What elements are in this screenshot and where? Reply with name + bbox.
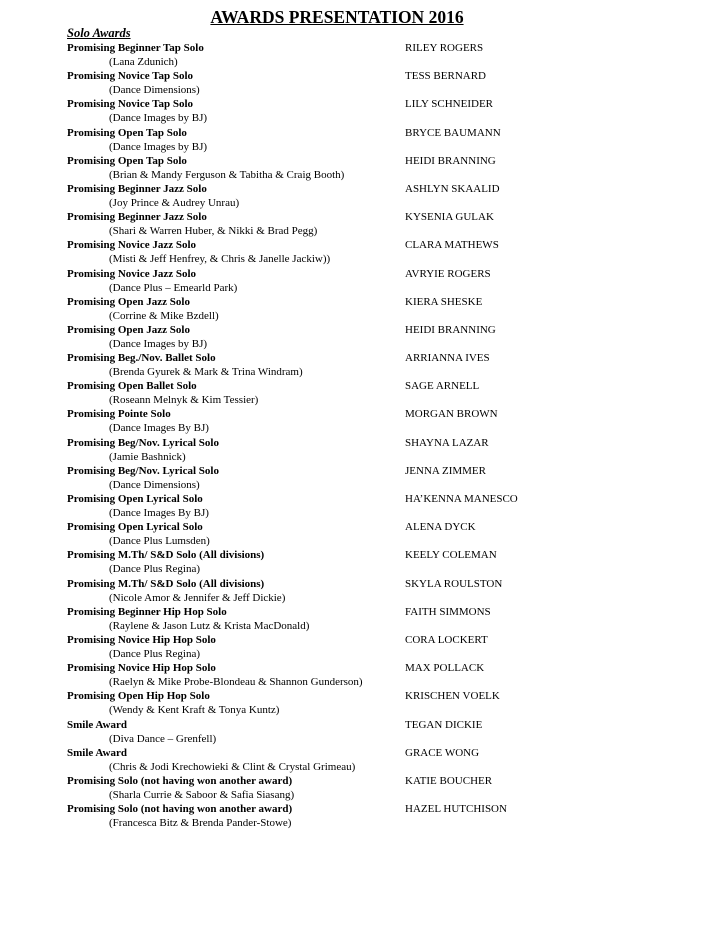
award-recipient: GRACE WONG (405, 746, 480, 759)
award-sponsor: (Joy Prince & Audrey Unrau) (109, 196, 240, 209)
award-name: Smile Award (67, 718, 127, 731)
award-entry (0, 41, 720, 69)
award-sponsor: (Lana Zdunich) (109, 56, 178, 68)
award-entry (0, 182, 720, 210)
award-entry (0, 577, 720, 605)
award-sponsor: (Raelyn & Mike Probe-Blondeau & Shannon Gunderson) (109, 676, 363, 689)
award-entry (0, 520, 720, 548)
award-sponsor: (Dance Plus – Emearld Park) (109, 281, 238, 294)
award-entry (0, 238, 720, 266)
award-recipient: BRYCE BAUMANN (405, 126, 501, 139)
award-sponsor: (Chris & Jodi Krechowieki & Clint & Crystal Grimeau) (109, 760, 356, 773)
award-name: Promising Novice Tap Solo (67, 98, 194, 111)
award-sponsor: (Corrine & Mike Bzdell) (109, 309, 219, 322)
award-sponsor: (Shari & Warren Huber, & Nikki & Brad Pegg) (109, 225, 318, 238)
award-sponsor: (Francesca Bitz & Brenda Pander-Stowe) (109, 817, 292, 830)
award-name: Promising Open Jazz Solo (67, 323, 190, 336)
award-sponsor: (Raylene & Jason Lutz & Krista MacDonald) (109, 619, 310, 632)
award-name: Smile Award (67, 746, 127, 759)
award-entry (0, 69, 720, 97)
award-recipient: ALENA DYCK (405, 521, 476, 534)
award-name: Promising Beg/Nov. Lyrical Solo (67, 436, 219, 449)
award-name: Promising Novice Tap Solo (67, 70, 194, 83)
award-name: Promising Solo (not having won another award) (67, 803, 293, 816)
award-name: Promising Open Ballet Solo (67, 380, 197, 393)
award-recipient: SHAYNA LAZAR (405, 436, 489, 449)
award-recipient: JENNA ZIMMER (405, 464, 486, 477)
award-sponsor: (Dance Plus Regina) (109, 563, 201, 576)
award-name: Promising Open Tap Solo (67, 154, 187, 167)
award-recipient: RILEY ROGERS (405, 42, 484, 54)
award-name: Promising Beginner Jazz Solo (67, 182, 207, 195)
award-name: Promising Beg/Nov. Lyrical Solo (67, 464, 219, 477)
award-entry (0, 689, 720, 717)
document-title: AWARDS PRESENTATION 2016 (210, 7, 464, 27)
award-entry (0, 605, 720, 633)
award-sponsor: (Sharla Currie & Saboor & Safia Siasang) (109, 788, 295, 801)
award-sponsor: (Wendy & Kent Kraft & Tonya Kuntz) (109, 704, 280, 717)
award-recipient: CORA LOCKERT (405, 633, 488, 646)
award-sponsor: (Dance Dimensions) (109, 478, 200, 491)
award-name: Promising Open Hip Hop Solo (67, 690, 210, 703)
award-sponsor: (Brian & Mandy Ferguson & Tabitha & Craig Booth) (109, 168, 345, 181)
award-name: Promising M.Th/ S&D Solo (All divisions) (67, 549, 265, 562)
award-entry (0, 548, 720, 576)
award-name: Promising Beginner Jazz Solo (67, 211, 207, 224)
award-sponsor: (Roseann Melnyk & Kim Tessier) (109, 394, 259, 407)
award-entry (0, 436, 720, 464)
award-name: Promising Pointe Solo (67, 408, 171, 421)
award-entry (0, 210, 720, 238)
award-sponsor: (Dance Images By BJ) (109, 422, 209, 435)
award-recipient: TEGAN DICKIE (405, 718, 483, 731)
award-recipient: HEIDI BRANNING (405, 323, 496, 336)
award-name: Promising Beginner Tap Solo (67, 42, 204, 54)
award-name: Promising Open Tap Solo (67, 126, 187, 139)
award-recipient: TESS BERNARD (405, 70, 486, 83)
award-recipient: HEIDI BRANNING (405, 154, 496, 167)
award-recipient: CLARA MATHEWS (405, 239, 499, 252)
award-entry (0, 379, 720, 407)
award-recipient: KIERA SHESKE (405, 295, 483, 308)
award-recipient: AVRYIE ROGERS (405, 267, 491, 280)
award-recipient: FAITH SIMMONS (405, 605, 491, 618)
award-entry (0, 464, 720, 492)
award-sponsor: (Nicole Amor & Jennifer & Jeff Dickie) (109, 591, 286, 604)
section-heading: Solo Awards (67, 26, 131, 40)
award-entry (0, 492, 720, 520)
award-recipient: ASHLYN SKAALID (405, 182, 500, 195)
award-sponsor: (Dance Images by BJ) (109, 112, 208, 125)
award-entry (0, 774, 720, 802)
award-sponsor: (Dance Images By BJ) (109, 507, 209, 519)
award-sponsor: (Dance Plus Lumsden) (109, 535, 210, 548)
award-name: Promising Open Lyrical Solo (67, 521, 203, 534)
award-recipient: KATIE BOUCHER (405, 774, 493, 787)
award-name: Promising Open Jazz Solo (67, 295, 190, 308)
award-name: Promising Novice Hip Hop Solo (67, 633, 216, 646)
award-recipient: LILY SCHNEIDER (405, 98, 494, 111)
award-entry (0, 126, 720, 154)
awards-list (0, 41, 720, 830)
award-name: Promising Beginner Hip Hop Solo (67, 605, 227, 618)
award-entry (0, 802, 720, 830)
award-entry (0, 661, 720, 689)
award-sponsor: (Dance Dimensions) (109, 84, 200, 97)
award-sponsor: (Dance Images by BJ) (109, 337, 208, 350)
award-name: Promising Novice Hip Hop Solo (67, 662, 216, 675)
award-entry (0, 267, 720, 295)
award-entry (0, 746, 720, 774)
award-sponsor: (Diva Dance – Grenfell) (109, 732, 217, 745)
award-name: Promising Solo (not having won another award) (67, 774, 293, 787)
award-name: Promising Open Lyrical Solo (67, 493, 203, 505)
award-entry (0, 351, 720, 379)
award-entry (0, 633, 720, 661)
award-sponsor: (Dance Images by BJ) (109, 140, 208, 153)
award-sponsor: (Misti & Jeff Henfrey, & Chris & Janelle Jackiw)) (109, 253, 331, 266)
award-sponsor: (Jamie Bashnick) (109, 450, 186, 463)
award-recipient: HA’KENNA MANESCO (405, 493, 518, 505)
award-entry (0, 407, 720, 435)
award-name: Promising Beg./Nov. Ballet Solo (67, 352, 216, 365)
award-sponsor: (Brenda Gyurek & Mark & Trina Windram) (109, 366, 303, 379)
award-name: Promising M.Th/ S&D Solo (All divisions) (67, 577, 265, 590)
award-recipient: KRISCHEN VOELK (405, 690, 500, 703)
award-entry (0, 718, 720, 746)
award-recipient: KEELY COLEMAN (405, 549, 497, 562)
award-entry (0, 323, 720, 351)
award-name: Promising Novice Jazz Solo (67, 239, 197, 252)
award-recipient: MAX POLLACK (405, 662, 485, 675)
award-entry (0, 295, 720, 323)
award-recipient: MORGAN BROWN (405, 408, 498, 421)
award-recipient: KYSENIA GULAK (405, 211, 494, 224)
award-recipient: ARRIANNA IVES (405, 352, 490, 365)
award-name: Promising Novice Jazz Solo (67, 267, 197, 280)
award-recipient: SAGE ARNELL (405, 380, 480, 393)
award-entry (0, 154, 720, 182)
award-recipient: HAZEL HUTCHISON (405, 803, 507, 816)
award-sponsor: (Dance Plus Regina) (109, 647, 201, 660)
award-recipient: SKYLA ROULSTON (405, 577, 503, 590)
award-entry (0, 97, 720, 125)
